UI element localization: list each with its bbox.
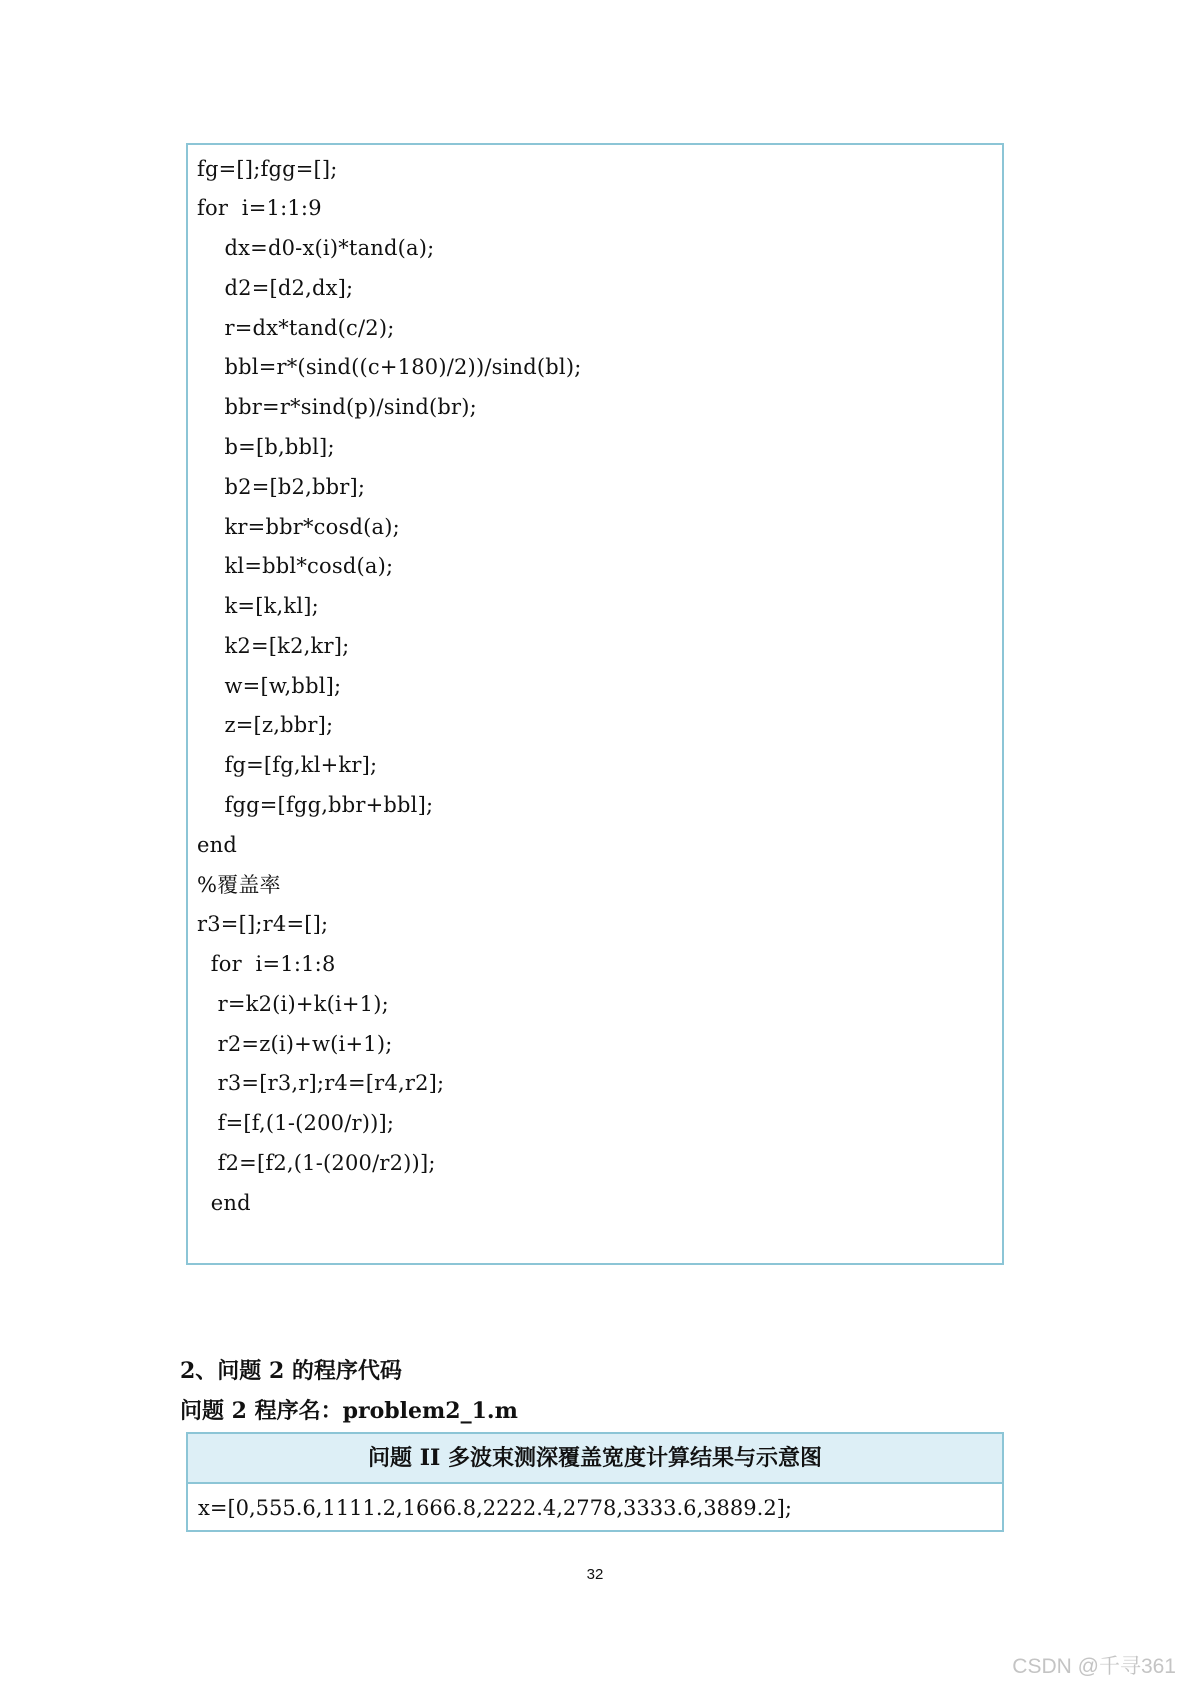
code-line: r3=[];r4=[]; <box>197 912 329 936</box>
section-heading: 2、问题 2 的程序代码 <box>180 1358 402 1384</box>
result-table <box>186 1432 1004 1532</box>
code-line: kr=bbr*cosd(a); <box>197 515 400 539</box>
code-line: k2=[k2,kr]; <box>197 634 350 658</box>
code-line: r2=z(i)+w(i+1); <box>197 1032 393 1056</box>
code-line: bbr=r*sind(p)/sind(br); <box>197 395 477 419</box>
code-line: k=[k,kl]; <box>197 594 319 618</box>
table-row: x=[0,555.6,1111.2,1666.8,2222.4,2778,3333.6,3889.2]; <box>198 1496 792 1520</box>
code-line: f2=[f2,(1-(200/r2))]; <box>197 1151 436 1175</box>
program-name: 问题 2 程序名：problem2_1.m <box>180 1398 518 1424</box>
code-line: end <box>197 1191 251 1215</box>
watermark: CSDN @千寻361 <box>1012 1655 1176 1678</box>
code-line: for i=1:1:8 <box>197 952 336 976</box>
code-line: for i=1:1:9 <box>197 196 322 220</box>
table-header: 问题 II 多波束测深覆盖宽度计算结果与示意图 <box>188 1434 1002 1484</box>
code-line: end <box>197 833 237 857</box>
code-line: f=[f,(1-(200/r))]; <box>197 1111 395 1135</box>
code-line: fg=[];fgg=[]; <box>197 157 338 181</box>
code-line: d2=[d2,dx]; <box>197 276 354 300</box>
code-line: fg=[fg,kl+kr]; <box>197 753 378 777</box>
code-line: r3=[r3,r];r4=[r4,r2]; <box>197 1071 445 1095</box>
code-line: r=dx*tand(c/2); <box>197 316 395 340</box>
code-line: r=k2(i)+k(i+1); <box>197 992 389 1016</box>
code-line: b2=[b2,bbr]; <box>197 475 366 499</box>
page-number: 32 <box>586 1566 604 1583</box>
code-comment: %覆盖率 <box>197 873 281 897</box>
code-line: bbl=r*(sind((c+180)/2))/sind(bl); <box>197 355 582 379</box>
code-line: fgg=[fgg,bbr+bbl]; <box>197 793 434 817</box>
code-line: dx=d0-x(i)*tand(a); <box>197 236 435 260</box>
code-line: b=[b,bbl]; <box>197 435 335 459</box>
code-line: z=[z,bbr]; <box>197 713 334 737</box>
code-line: kl=bbl*cosd(a); <box>197 554 394 578</box>
code-line: w=[w,bbl]; <box>197 674 342 698</box>
